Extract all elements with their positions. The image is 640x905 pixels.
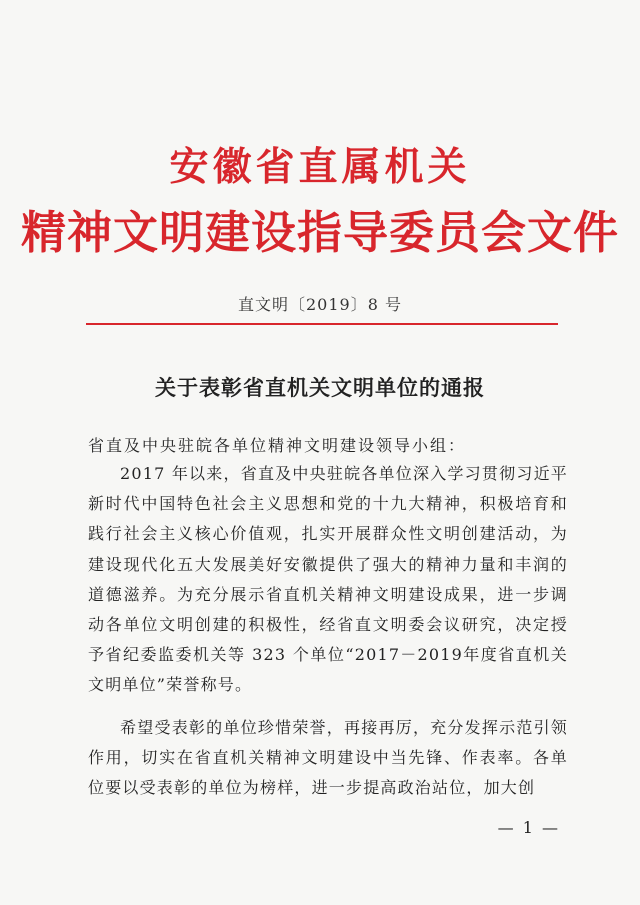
body-paragraph-1: 2017 年以来，省直及中央驻皖各单位深入学习贯彻习近平新时代中国特色社会主义思想和党的十九大精神，积极培育和践行社会主义核心价值观，扎实开展群众性文明创建活动，为建设现代化五大发展美好安徽提供了强大的精神力量和丰润的道德滋养。为充分展示省直机关精神文明建设成果，进一步调动各单位文明创建的积极性，经省直文明委会议研究，决定授予省纪委监委机关等 323 个单位“2017－2019年度省直机关文明单位”荣誉称号。	[88, 464, 568, 695]
red-separator-line	[86, 323, 558, 325]
issuer-line-2: 精神文明建设指导委员会文件	[20, 206, 619, 259]
issuer-line-1: 安徽省直属机关	[169, 144, 471, 190]
salutation: 省直及中央驻皖各单位精神文明建设领导小组：	[88, 436, 467, 455]
document-number: 直文明〔2019〕8 号	[238, 295, 402, 314]
page-number: — 1 —	[497, 818, 560, 837]
body-paragraph-2: 希望受表彰的单位珍惜荣誉，再接再厉，充分发挥示范引领作用，切实在省直机关精神文明建设中当先锋、作表率。各单位要以受表彰的单位为榜样，进一步提高政治站位，加大创	[88, 718, 568, 798]
document-title: 关于表彰省直机关文明单位的通报	[155, 375, 485, 400]
